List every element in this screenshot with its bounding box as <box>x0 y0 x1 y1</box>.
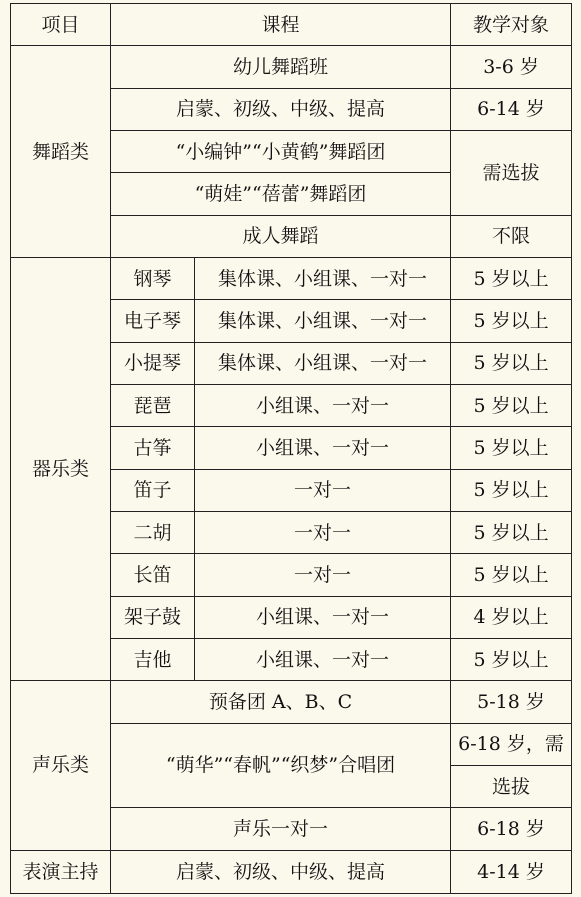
audience-cell: 5 岁以上 <box>451 427 572 469</box>
audience-cell: 6-18 岁 <box>451 808 572 850</box>
instrument-cell: 架子鼓 <box>111 596 195 638</box>
audience-cell: 需选拔 <box>451 130 572 215</box>
instrument-cell: 钢琴 <box>111 257 195 299</box>
course-cell: “萌华”“春帆”“织梦”合唱团 <box>111 723 451 808</box>
course-cell: 幼儿舞蹈班 <box>111 46 451 88</box>
format-cell: 小组课、一对一 <box>195 427 451 469</box>
category-instruments: 器乐类 <box>11 257 111 680</box>
course-cell: 成人舞蹈 <box>111 215 451 257</box>
header-audience: 教学对象 <box>451 4 572 46</box>
format-cell: 一对一 <box>195 469 451 511</box>
instrument-cell: 电子琴 <box>111 300 195 342</box>
instrument-cell: 二胡 <box>111 511 195 553</box>
format-cell: 集体课、小组课、一对一 <box>195 257 451 299</box>
course-cell: 启蒙、初级、中级、提高 <box>111 850 451 893</box>
course-cell-line2: “萌娃”“蓓蕾”舞蹈团 <box>111 173 451 215</box>
format-cell: 小组课、一对一 <box>195 384 451 426</box>
audience-cell: 5 岁以上 <box>451 638 572 680</box>
instrument-cell: 长笛 <box>111 554 195 596</box>
header-category: 项目 <box>11 4 111 46</box>
instrument-cell: 吉他 <box>111 638 195 680</box>
table-row <box>11 681 572 723</box>
format-cell: 一对一 <box>195 511 451 553</box>
audience-cell: 不限 <box>451 215 572 257</box>
audience-cell: 5 岁以上 <box>451 469 572 511</box>
course-cell: 声乐一对一 <box>111 808 451 850</box>
course-table <box>10 3 572 894</box>
table-row <box>11 257 572 299</box>
audience-cell: 4-14 岁 <box>451 850 572 893</box>
audience-cell: 4 岁以上 <box>451 596 572 638</box>
instrument-cell: 古筝 <box>111 427 195 469</box>
audience-cell-line2: 选拔 <box>451 765 572 807</box>
header-course: 课程 <box>111 4 451 46</box>
audience-cell: 6-14 岁 <box>451 88 572 130</box>
audience-cell: 5 岁以上 <box>451 554 572 596</box>
course-cell-line1: “小编钟”“小黄鹤”舞蹈团 <box>111 130 451 172</box>
audience-cell-line1: 6-18 岁，需 <box>451 723 572 765</box>
header-row <box>11 4 572 46</box>
instrument-cell: 小提琴 <box>111 342 195 384</box>
audience-cell: 3-6 岁 <box>451 46 572 88</box>
audience-cell: 5-18 岁 <box>451 681 572 723</box>
audience-cell: 5 岁以上 <box>451 342 572 384</box>
audience-cell: 5 岁以上 <box>451 384 572 426</box>
format-cell: 集体课、小组课、一对一 <box>195 342 451 384</box>
instrument-cell: 笛子 <box>111 469 195 511</box>
audience-cell: 5 岁以上 <box>451 300 572 342</box>
course-cell: 预备团 A、B、C <box>111 681 451 723</box>
category-hosting: 表演主持 <box>11 850 111 893</box>
format-cell: 小组课、一对一 <box>195 638 451 680</box>
instrument-cell: 琵琶 <box>111 384 195 426</box>
category-vocal: 声乐类 <box>11 681 111 850</box>
table-row <box>11 850 572 893</box>
table-row <box>11 46 572 88</box>
audience-cell: 5 岁以上 <box>451 511 572 553</box>
audience-cell: 5 岁以上 <box>451 257 572 299</box>
format-cell: 小组课、一对一 <box>195 596 451 638</box>
course-cell: 启蒙、初级、中级、提高 <box>111 88 451 130</box>
format-cell: 一对一 <box>195 554 451 596</box>
format-cell: 集体课、小组课、一对一 <box>195 300 451 342</box>
category-dance: 舞蹈类 <box>11 46 111 258</box>
